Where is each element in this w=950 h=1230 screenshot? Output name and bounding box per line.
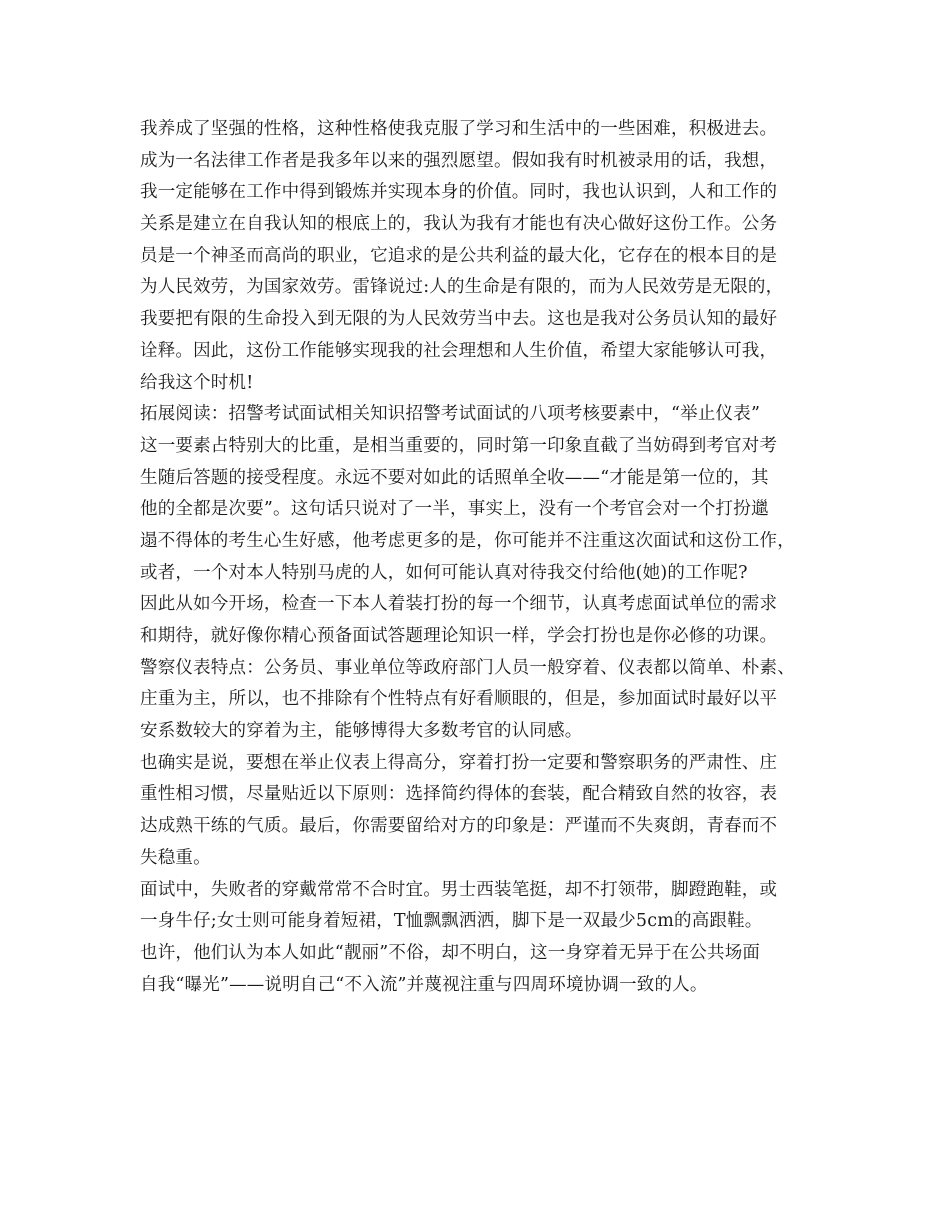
text-line: 自我“曝光”——说明自己“不入流”并蔑视注重与四周环境协调一致的人。 — [140, 974, 708, 995]
text-line: 拓展阅读：招警考试面试相关知识招警考试面试的八项考核要素中，“举止仪表” — [140, 404, 761, 425]
text-line: 和期待，就好像你精心预备面试答题理论知识一样，学会打扮也是你必修的功课。 — [140, 626, 778, 646]
text-line: 因此从如今开场，检查一下本人着装打扮的每一个细节，认真考虑面试单位的需求 — [140, 594, 778, 615]
text-line: 也许，他们认为本人如此“靓丽”不俗，却不明白，这一身穿着无异于在公共场面 — [140, 942, 761, 963]
text-line: 达成熟干练的气质。最后，你需要留给对方的印象是：严谨而不失爽朗，青春而不 — [140, 816, 778, 837]
text-line: 生随后答题的接受程度。永远不要对如此的话照单全收——“才能是第一位的，其 — [140, 467, 769, 488]
text-line: 我一定能够在工作中得到锻炼并实现本身的价值。同时，我也认识到，人和工作的 — [140, 182, 778, 203]
text-line: 给我这个时机! — [140, 372, 254, 393]
text-line: 遢不得体的考生心生好感，他考虑更多的是，你可能并不注重这次面试和这份工作， — [140, 530, 795, 551]
text-line: 成为一名法律工作者是我多年以来的强烈愿望。假如我有时机被录用的话，我想， — [140, 150, 778, 171]
text-line: 安系数较大的穿着为主，能够博得大多数考官的认同感。 — [140, 721, 583, 742]
text-line: 他的全都是次要”。这句话只说对了一半，事实上，没有一个考官会对一个打扮邋 — [140, 499, 769, 520]
text-line: 重性相习惯，尽量贴近以下原则：选择简约得体的套装，配合精致自然的妆容，表 — [140, 784, 778, 805]
text-line: 员是一个神圣而高尚的职业，它追求的是公共利益的最大化，它存在的根本目的是 — [140, 245, 778, 266]
text-line: 为人民效劳，为国家效劳。雷锋说过:人的生命是有限的，而为人民效劳是无限的， — [140, 277, 784, 298]
text-line: 这一要素占特别大的比重，是相当重要的，同时第一印象直截了当妨碍到考官对考 — [140, 435, 778, 456]
text-line: 失稳重。 — [140, 847, 211, 868]
text-line: 庄重为主，所以，也不排除有个性特点有好看顺眼的，但是，参加面试时最好以平 — [140, 689, 778, 710]
text-line: 诠释。因此，这份工作能够实现我的社会理想和人生价值，希望大家能够认可我， — [140, 340, 778, 361]
text-line: 面试中，失败者的穿戴常常不合时宜。男士西装笔挺，却不打领带，脚蹬跑鞋，或 — [140, 879, 778, 900]
text-line: 一身牛仔;女士则可能身着短裙，T恤飘飘洒洒，脚下是一双最少5cm的高跟鞋。 — [140, 911, 763, 932]
text-line: 警察仪表特点：公务员、事业单位等政府部门人员一般穿着、仪表都以简单、朴素、 — [140, 657, 795, 678]
text-line: 我养成了坚强的性格，这种性格使我克服了学习和生活中的一些困难，积极进去。 — [140, 119, 778, 139]
text-line: 我要把有限的生命投入到无限的为人民效劳当中去。这也是我对公务员认知的最好 — [140, 309, 778, 330]
text-line: 关系是建立在自我认知的根底上的，我认为我有才能也有决心做好这份工作。公务 — [140, 214, 778, 235]
document-body — [140, 114, 840, 1001]
text-line: 或者，一个对本人特别马虎的人，如何可能认真对待我交付给他(她)的工作呢? — [140, 562, 748, 583]
text-line: 也确实是说，要想在举止仪表上得高分，穿着打扮一定要和警察职务的严肃性、庄 — [140, 752, 778, 773]
